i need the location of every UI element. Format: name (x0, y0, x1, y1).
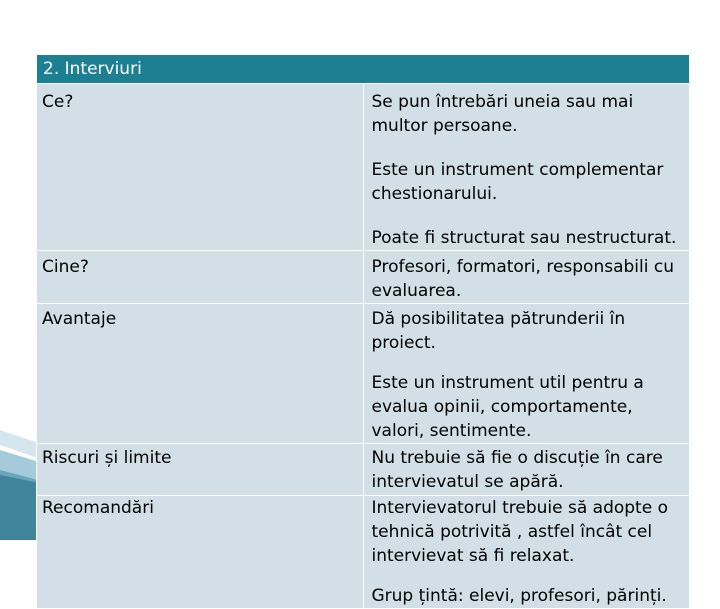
row-text: Se pun întrebări uneia sau mai multor persoane. (371, 92, 634, 136)
table-row (37, 84, 690, 251)
table-row (37, 251, 690, 304)
row-label: Riscuri și limite (42, 448, 172, 468)
interview-table (36, 54, 690, 609)
row-label: Ce? (42, 92, 74, 112)
row-text: Nu trebuie să fie o discuție în care intervievatul se apără. (371, 448, 663, 492)
row-text: Dă posibilitatea pătrunderii în proiect. (371, 309, 626, 353)
table-row (37, 304, 690, 444)
row-text: Este un instrument util pentru a evalua opinii, comportamente, valori, sentimente. (371, 373, 644, 441)
row-text: Grup țintă: elevi, profesori, părinți. (371, 586, 667, 606)
row-text: Este un instrument complementar chestionarului. (371, 160, 664, 204)
row-text: Profesori, formatori, responsabili cu evaluarea. (371, 257, 674, 301)
row-text: Poate fi structurat sau nestructurat. (371, 228, 677, 248)
table-row (37, 496, 690, 609)
table-title: 2. Interviuri (37, 55, 690, 84)
table-row (37, 444, 690, 496)
table-header-row (37, 55, 690, 84)
row-text: Intervievatorul trebuie să adopte o tehnică potrivită , astfel încât cel intervievat să fi relaxat. (371, 498, 668, 566)
row-label: Avantaje (42, 309, 117, 329)
row-label: Recomandări (42, 498, 154, 518)
row-label: Cine? (42, 257, 89, 277)
